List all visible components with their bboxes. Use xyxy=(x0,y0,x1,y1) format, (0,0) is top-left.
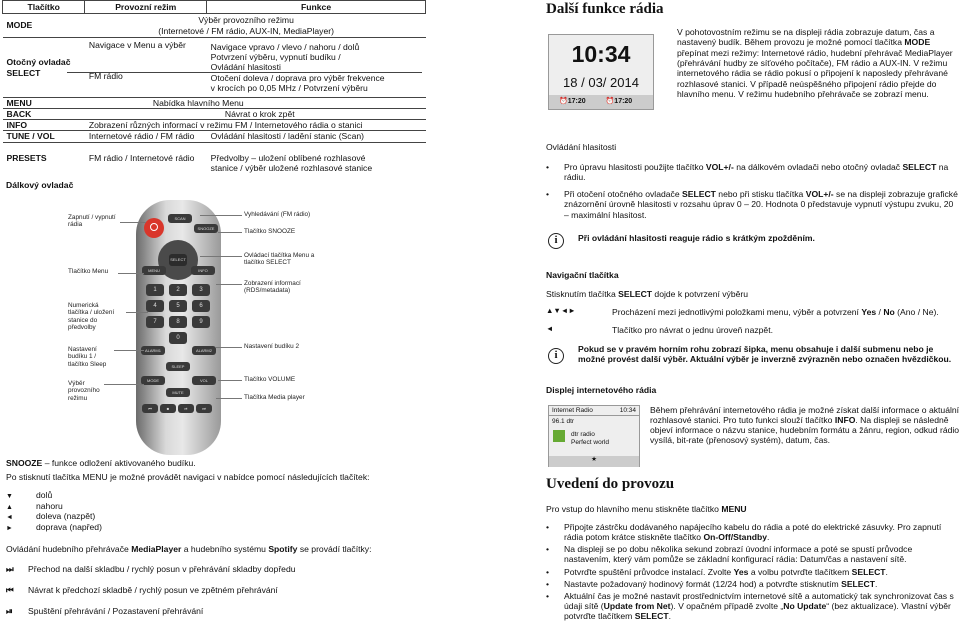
remote-illustration xyxy=(136,200,221,455)
section-title-startup: Uvedení do provozu xyxy=(546,476,675,492)
list-item: • Aktuální čas je možné nastavit prostřednictvím internetové sítě a automatický tak synchronizovat čas s údaji sítě (Update from Net). V opačném případě zvolte „No Update“ (bez aktualizace). Vlastní výběr potvrďte tlačítkem SELECT. xyxy=(542,591,960,621)
leader-line xyxy=(118,273,144,274)
arrow-right-icon: ► xyxy=(6,524,13,532)
table-row xyxy=(3,14,426,38)
cell-text: Potvrzení výběru, vypnutí budíku / xyxy=(210,51,341,62)
display-line1: dtr radio xyxy=(571,431,595,438)
nav-row1: Procházení mezi jednotlivými položkami menu, výběr a potvrzení Yes / No (Ano / Ne). xyxy=(612,307,939,317)
table-row xyxy=(3,38,426,98)
label-volume: Tlačítko VOLUME xyxy=(244,376,296,383)
arrow-down-icon: ▼ xyxy=(6,493,13,500)
media-key-label: Přechod na další skladbu / rychlý posun v přehrávání skladby dopředu xyxy=(28,564,296,574)
table-row xyxy=(3,120,426,131)
cell-text: Internetové rádio / FM rádio xyxy=(85,131,207,142)
volume-note: Při ovládání hlasitosti reaguje rádio s krátkým zpožděním. xyxy=(578,233,815,243)
display-alarm2: 17:20 xyxy=(614,98,633,105)
label-scan: Vyhledávání (FM rádio) xyxy=(244,211,311,218)
cell-text: v krocích po 0,05 MHz / Potvrzení výběru xyxy=(210,83,368,94)
standby-text: V pohotovostním režimu se na displeji rádia zobrazuje datum, čas a nastavený budík. Během provozu je možné pomocí tlačítka MODE přepínat mezi režimy: Internetové rádio, hudební přehrávač MediaPlayer (přehrávání hudby ze síťového počítače), FM rádio a AUX-IN. V režimu internetového rádia se rádio pokusí o připojení k naposledy přehrávané rozhlasové stanici. V případě neúspěšného připojení rádio přejde do hlavního menu. V režimu hudebního přehrávače se zobrazí menu. xyxy=(677,27,953,99)
station-logo-icon xyxy=(553,430,565,442)
label-alarm2: Nastavení budíku 2 xyxy=(244,343,300,350)
key-presets: PRESETS xyxy=(6,152,47,163)
standby-display xyxy=(548,34,654,110)
arrow-up-icon: ▲ xyxy=(6,503,13,511)
table-header-button: Tlačítko xyxy=(3,1,85,14)
media-key-label: Spuštění přehrávání / Pozastavení přehrávání xyxy=(28,606,204,616)
cell-text: FM rádio / Internetové rádio xyxy=(88,152,195,163)
digit-key[interactable]: 7 xyxy=(146,316,164,328)
display-line2: Perfect world xyxy=(571,439,609,446)
button-function-table xyxy=(2,0,426,176)
section-title-functions: Další funkce rádia xyxy=(546,1,664,17)
alarm-icon: ⏰ xyxy=(605,98,615,105)
internet-radio-display xyxy=(548,405,640,467)
digit-key[interactable]: 3 xyxy=(192,284,210,296)
leader-line xyxy=(120,222,146,223)
table-header-mode: Provozní režim xyxy=(85,1,207,14)
digit-key[interactable]: 2 xyxy=(169,284,187,296)
prev-track-key[interactable]: ⏮ xyxy=(142,404,158,413)
info-icon: i xyxy=(548,348,564,364)
next-track-icon: ⏭ xyxy=(6,564,14,574)
nav-key-label: dolů xyxy=(36,490,53,500)
nav-intro: Stisknutím tlačítka SELECT dojde k potvrzení výběru xyxy=(546,289,749,299)
power-button[interactable] xyxy=(144,218,164,238)
nav-key-label: doprava (napřed) xyxy=(36,521,102,532)
sleep-key[interactable]: SLEEP xyxy=(166,362,190,371)
display-title: Internet Radio xyxy=(552,407,593,414)
display-date: 18 / 03/ 2014 xyxy=(563,75,639,90)
cell-text: FM rádio xyxy=(88,70,123,81)
display-time: 10:34 xyxy=(571,41,631,67)
list-item: • Připojte zástrčku dodávaného napájecího kabelu do rádia a poté do elektrické zásuvky. Pro zapnutí rádia potom krátce stiskněte tlačítko On-Off/Standby. xyxy=(542,522,960,542)
select-key[interactable]: SELECT xyxy=(169,254,187,266)
leader-line xyxy=(104,384,144,385)
star-icon: ★ xyxy=(549,456,639,467)
info-icon: i xyxy=(548,233,564,249)
label-mode: Výběr provozního režimu xyxy=(68,380,100,402)
right-column xyxy=(540,0,960,621)
cell-text: Návrat o krok zpět xyxy=(85,109,426,120)
back-arrow-icon: ◄ xyxy=(546,324,554,333)
alarm2-key[interactable]: ALARM2 xyxy=(192,346,216,355)
digit-key[interactable]: 6 xyxy=(192,300,210,312)
stop-key[interactable]: ■ xyxy=(160,404,176,413)
list-item: • Pro úpravu hlasitosti použijte tlačítko VOL+/- na dálkovém ovladači nebo otočný ovladač SELECT na rádiu. xyxy=(542,162,960,182)
leader-line xyxy=(114,350,144,351)
leader-line xyxy=(126,312,148,313)
digit-key[interactable]: 5 xyxy=(169,300,187,312)
menu-nav-intro: Po stisknutí tlačítka MENU je možné provádět navigaci v nabídce pomocí následujících tlačítek: xyxy=(6,472,370,482)
startup-list xyxy=(542,522,960,621)
key-select: SELECT xyxy=(6,67,41,78)
display-station: 96.1 dtr xyxy=(552,418,575,425)
info-key[interactable]: INFO xyxy=(191,266,215,275)
alarm-icon: ⏰ xyxy=(559,98,568,105)
digit-key[interactable]: 0 xyxy=(169,332,187,344)
label-media: Tlačítka Media player xyxy=(244,394,305,401)
label-menu: Tlačítko Menu xyxy=(68,268,109,275)
nav-arrows-icon: ▲▼◄► xyxy=(546,306,576,315)
cell-text: stanice / výběr uložené rozhlasové stanice xyxy=(210,162,373,173)
vol-key[interactable]: VOL xyxy=(192,376,216,385)
key-mode: MODE xyxy=(3,14,85,38)
play-pause-key[interactable]: ⏯ xyxy=(178,404,194,413)
label-snooze: Tlačítko SNOOZE xyxy=(244,228,296,235)
list-item: • Při otočení otočného ovladače SELECT nebo při stisku tlačítka VOL+/- se na displeji zobrazuje grafické znázornění úrovně hlasitosti v rozsahu úprav 0 – 20. Hodnota 0 představuje vypnutí výstupu zvuku, 20 – maximální hlasitost. xyxy=(542,189,960,219)
label-power: Zapnutí / vypnutí rádia xyxy=(68,214,116,229)
display-alarm1: 17:20 xyxy=(567,98,586,105)
table-row xyxy=(3,98,426,109)
key-select-label: Otočný ovladač xyxy=(6,57,71,68)
mute-key[interactable]: MUTE xyxy=(166,388,190,397)
inet-heading: Displej internetového rádia xyxy=(546,385,657,395)
scan-key[interactable]: SCAN xyxy=(168,214,192,223)
key-back: BACK xyxy=(3,109,85,120)
inet-text: Během přehrávání internetového rádia je možné získat další informace o aktuální rozhlasové stanici. Pro tuto funkci slouží tlačítko INFO. Na displeji se následně objeví informace o názvu stanice, hudebním formátu a žánru, region, odkud rádio vysílá, bit-rate (přenosový systém), datum, čas. xyxy=(650,405,960,446)
arrow-left-icon: ◄ xyxy=(6,514,13,521)
label-select: Ovládací tlačítka Menu a tlačítko SELECT xyxy=(244,252,315,267)
key-info: INFO xyxy=(3,120,85,131)
media-key-label: Návrat k předchozí skladbě / rychlý posun ve zpětném přehrávání xyxy=(28,585,278,595)
media-key-list xyxy=(6,564,296,621)
startup-intro: Pro vstup do hlavního menu stiskněte tlačítko MENU xyxy=(546,504,747,514)
cell-text: Zobrazení různých informací v režimu FM / Internetového rádia o stanici xyxy=(85,120,426,131)
table-header-function: Funkce xyxy=(207,1,426,14)
power-icon xyxy=(150,223,158,231)
table-row xyxy=(3,131,426,142)
cell-text: Ovládání hlasitosti / ladění stanic (Scan) xyxy=(207,131,426,142)
nav-key-label: doleva (nazpět) xyxy=(36,511,96,521)
media-intro: Ovládání hudebního přehrávače MediaPlayer a hudebního systému Spotify se provádí tlačítky: xyxy=(6,544,372,554)
key-tune: TUNE / VOL xyxy=(3,131,85,142)
digit-key[interactable]: 9 xyxy=(192,316,210,328)
volume-heading: Ovládání hlasitosti xyxy=(546,142,617,152)
leader-line xyxy=(218,380,242,381)
list-item: • Potvrďte spuštění průvodce instalací. Zvolte Yes a volbu potvrďte tlačítkem SELECT. xyxy=(542,567,960,577)
leader-line xyxy=(200,256,242,257)
leader-line xyxy=(216,398,242,399)
volume-list xyxy=(542,162,960,227)
leader-line xyxy=(218,232,242,233)
nav-note: Pokud se v pravém horním rohu zobrazí šipka, menu obsahuje i další submenu nebo je možné provést další výběr. Aktuální výběr je inverzně zvýrazněn nebo označen hvězdičkou. xyxy=(578,344,952,365)
label-numeric: Numerická tlačítka / uložení stanice do předvolby xyxy=(68,302,115,332)
remote-heading: Dálkový ovladač xyxy=(6,180,74,190)
display-clock: 10:34 xyxy=(619,407,636,414)
digit-key[interactable]: 4 xyxy=(146,300,164,312)
list-item: • Na displeji se po dobu několika sekund zobrazí úvodní informace a poté se spustí průvodce nastavením, který vám pomůže se základní konfigurací rádia: Datum/čas a nastavení sítě. xyxy=(542,544,960,564)
nav-key-label: nahoru xyxy=(36,500,63,511)
mode-key[interactable]: MODE xyxy=(141,376,165,385)
table-row xyxy=(3,109,426,120)
cell-text: Ovládání hlasitosti xyxy=(67,62,422,73)
cell-text: Předvolby – uložení oblíbené rozhlasové xyxy=(210,152,366,163)
prev-track-icon: ⏮ xyxy=(6,585,14,595)
cell-text: Otočení doleva / doprava pro výběr frekvence xyxy=(210,73,385,84)
cell-text: Nabídka hlavního Menu xyxy=(85,98,426,109)
cell-text: Výběr provozního režimu xyxy=(198,15,294,26)
play-pause-icon: ⏯ xyxy=(6,606,13,616)
cell-text: Navigace vpravo / vlevo / nahoru / dolů xyxy=(210,41,360,52)
snooze-note: SNOOZE – funkce odložení aktivovaného budíku. xyxy=(6,458,196,468)
cell-text: (Internetové / FM rádio, AUX-IN, MediaPlayer) xyxy=(158,25,334,36)
cell-text: Navigace v Menu a výběr xyxy=(88,40,186,51)
table-row xyxy=(3,142,426,176)
next-track-key[interactable]: ⏭ xyxy=(196,404,212,413)
nav-heading: Navigační tlačítka xyxy=(546,270,619,280)
leader-line xyxy=(216,347,242,348)
digit-key[interactable]: 1 xyxy=(146,284,164,296)
list-item: • Nastavte požadovaný hodinový formát (12/24 hod) a potvrďte stisknutím SELECT. xyxy=(542,579,960,589)
alarm1-key[interactable]: ALARM1 xyxy=(141,346,165,355)
leader-line xyxy=(200,215,242,216)
snooze-key[interactable]: SNOOZE xyxy=(194,224,218,233)
nav-key-list xyxy=(6,490,102,532)
key-menu: MENU xyxy=(3,98,85,109)
label-alarm-sleep: Nastavení budíku 1 / tlačítko Sleep xyxy=(68,346,107,368)
digit-key[interactable]: 8 xyxy=(169,316,187,328)
menu-key[interactable]: MENU xyxy=(142,266,166,275)
label-info: Zobrazení informací (RDS/metadata) xyxy=(244,280,301,295)
leader-line xyxy=(216,284,242,285)
nav-row2: Tlačítko pro návrat o jednu úroveň nazpět. xyxy=(612,325,773,335)
